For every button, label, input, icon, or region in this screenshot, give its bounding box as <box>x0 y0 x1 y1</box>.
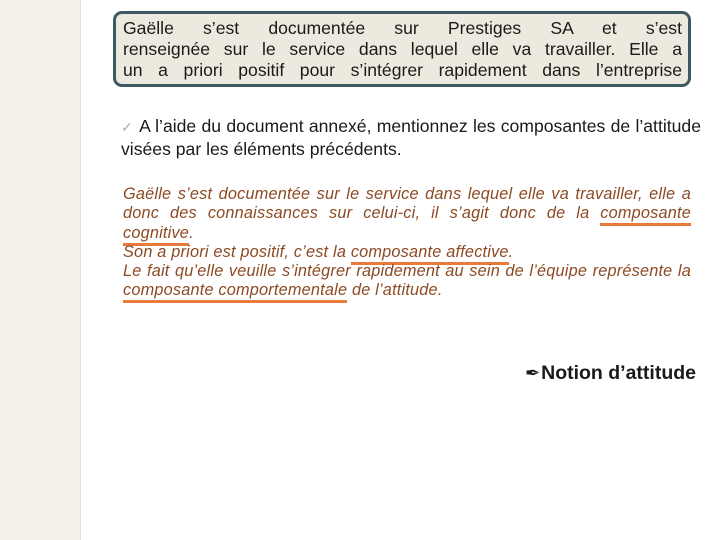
highlight-affective: composante affective <box>351 243 509 265</box>
answer-text: Gaëlle s’est documentée sur le service dans lequel elle va travailler, elle a donc des connaissances sur celui-ci, il s’agit donc de la <box>123 185 691 223</box>
highlight-comportementale: composante comportementale <box>123 281 347 303</box>
footer-label: Notion d’attitude <box>541 362 696 384</box>
answer-paragraph-3 <box>123 262 691 301</box>
answer-text: . <box>189 223 194 242</box>
checkmark-icon: ✓ <box>121 119 134 135</box>
answer-text: . <box>508 242 514 261</box>
context-line-2: renseignée sur le service dans lequel elle va travailler. Elle a <box>123 39 682 59</box>
answer-paragraph-2 <box>123 243 691 262</box>
context-line-1: Gaëlle s’est documentée sur Prestiges SA et s’est <box>123 18 682 38</box>
footer-link[interactable] <box>525 362 696 385</box>
context-box <box>113 11 691 87</box>
left-decorative-band <box>0 0 81 540</box>
answer-text: de l’attitude. <box>347 281 443 300</box>
answer-text: Le fait qu’elle veuille s’intégrer rapidement au sein de l’équipe représente la <box>123 262 691 281</box>
question <box>121 115 701 160</box>
context-line-3: un a priori positif pour s’intégrer rapidement dans l’entreprise <box>123 60 682 80</box>
answer-text: Son a priori est positif, c’est la <box>123 242 351 261</box>
answer-block <box>123 185 691 301</box>
question-text: A l’aide du document annexé, mentionnez les composantes de l’attitude visées par les éléments précédents. <box>121 116 701 159</box>
highlight-cognitive: composante cognitive <box>123 204 691 245</box>
answer-paragraph-1 <box>123 185 691 243</box>
pen-icon: ✒ <box>525 363 541 383</box>
